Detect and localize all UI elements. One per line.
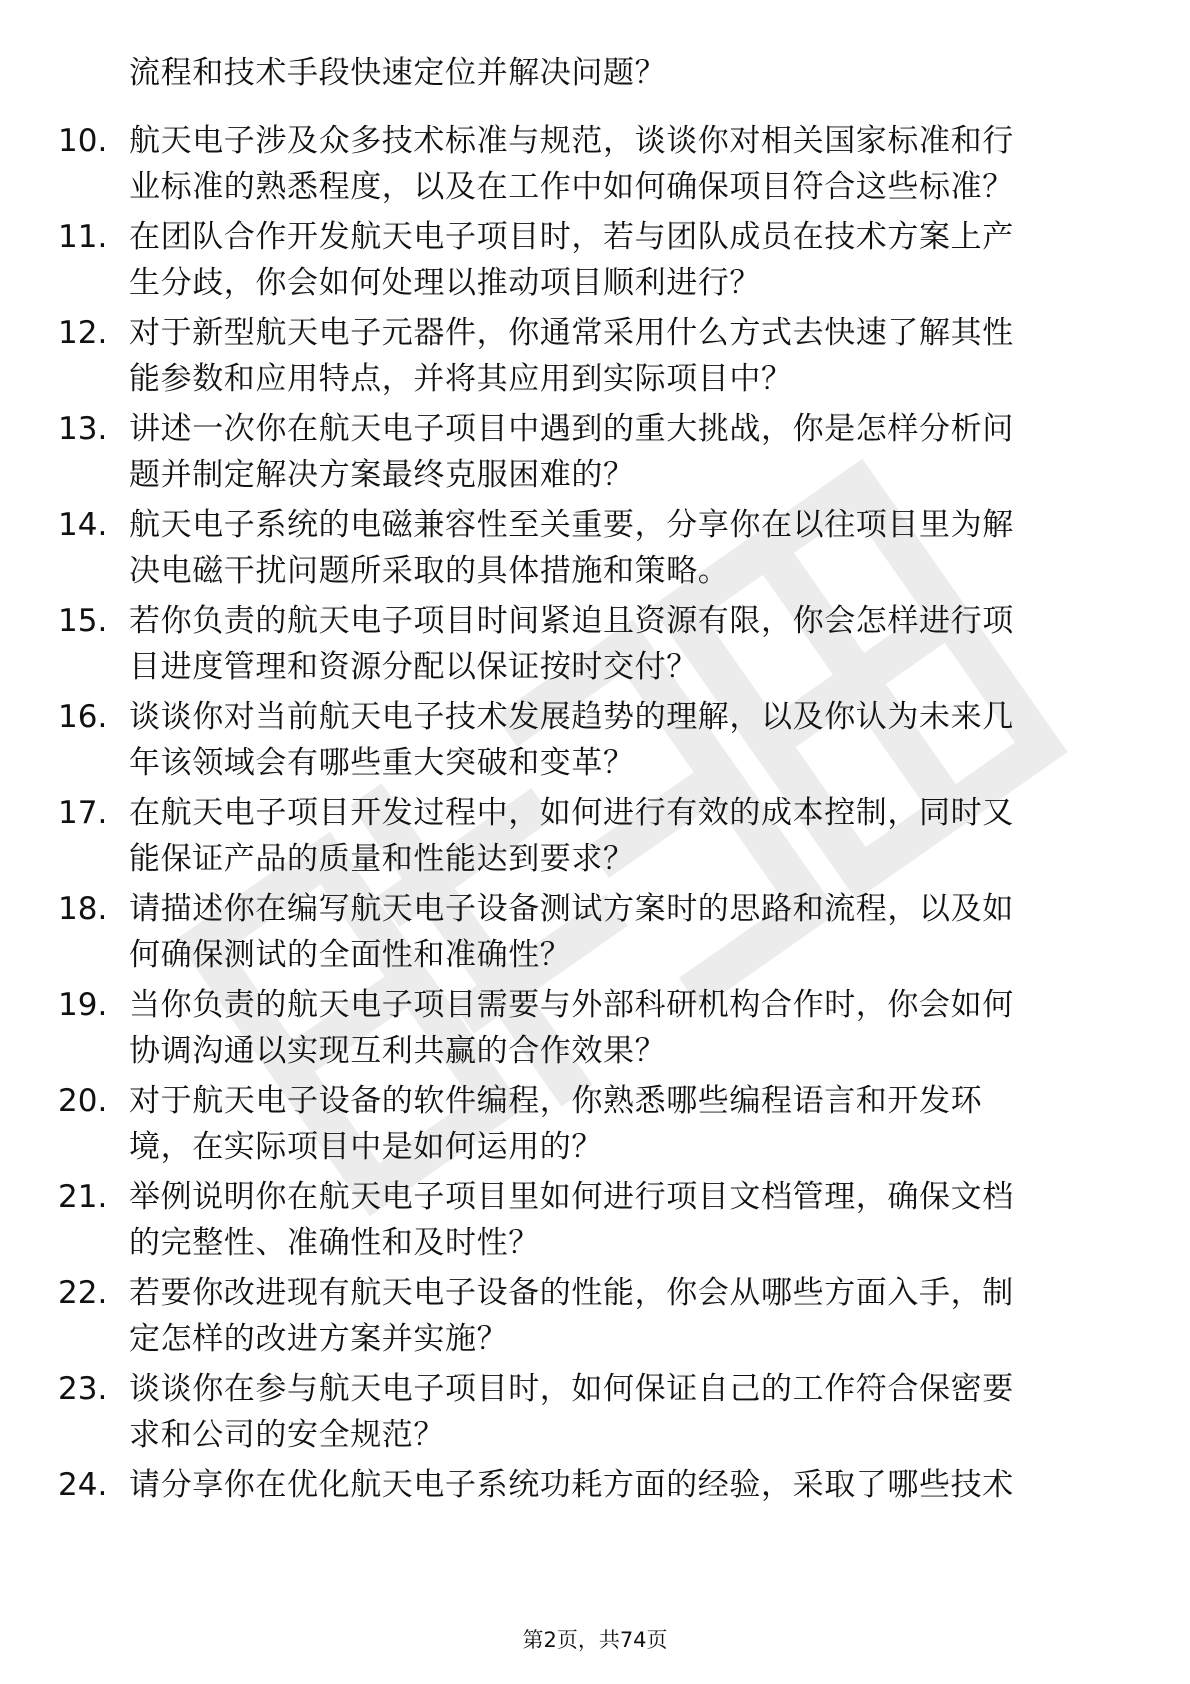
- question-line: 业标准的熟悉程度，以及在工作中如何确保项目符合这些标准？: [129, 169, 1014, 205]
- question-line: 航天电子系统的电磁兼容性至关重要，分享你在以往项目里为解: [129, 507, 1014, 543]
- question-text: [129, 310, 1129, 402]
- list-item: [0, 598, 1190, 694]
- list-item: [0, 1366, 1190, 1462]
- question-line: 目进度管理和资源分配以保证按时交付？: [129, 649, 698, 685]
- question-number: 24.: [58, 1467, 108, 1503]
- question-line: 能参数和应用特点，并将其应用到实际项目中？: [129, 361, 793, 397]
- question-line: 的完整性、准确性和及时性？: [129, 1225, 540, 1261]
- question-number: 19.: [58, 987, 108, 1023]
- question-text: [129, 502, 1129, 594]
- question-line: 当你负责的航天电子项目需要与外部科研机构合作时，你会如何: [129, 987, 1014, 1023]
- list-item: [0, 694, 1190, 790]
- question-line: 在团队合作开发航天电子项目时，若与团队成员在技术方案上产: [129, 219, 1014, 255]
- question-line: 生分歧，你会如何处理以推动项目顺利进行？: [129, 265, 761, 301]
- list-item: [0, 310, 1190, 406]
- question-number: 14.: [58, 507, 108, 543]
- question-list: [0, 118, 1190, 1558]
- question-line: 航天电子涉及众多技术标准与规范，谈谈你对相关国家标准和行: [129, 123, 1014, 159]
- question-line: 何确保测试的全面性和准确性？: [129, 937, 572, 973]
- question-line: 讲述一次你在航天电子项目中遇到的重大挑战，你是怎样分析问: [129, 411, 1014, 447]
- question-text: [129, 1462, 1129, 1508]
- question-text: [129, 1366, 1129, 1458]
- question-text: [129, 598, 1129, 690]
- question-line: 能保证产品的质量和性能达到要求？: [129, 841, 635, 877]
- question-text: [129, 1078, 1129, 1170]
- page-number-footer: 第2页，共74页: [522, 1628, 668, 1652]
- question-number: 23.: [58, 1371, 108, 1407]
- list-item: [0, 886, 1190, 982]
- question-number: 13.: [58, 411, 108, 447]
- question-text: [129, 118, 1129, 210]
- question-line: 题并制定解决方案最终克服困难的？: [129, 457, 635, 493]
- question-line: 在航天电子项目开发过程中，如何进行有效的成本控制，同时又: [129, 795, 1014, 831]
- question-line: 若要你改进现有航天电子设备的性能，你会从哪些方面入手，制: [129, 1275, 1014, 1311]
- question-number: 16.: [58, 699, 108, 735]
- question-text: [129, 406, 1129, 498]
- list-item: [0, 406, 1190, 502]
- question-number: 20.: [58, 1083, 108, 1119]
- question-line: 境，在实际项目中是如何运用的？: [129, 1129, 603, 1165]
- question-line: 请描述你在编写航天电子设备测试方案时的思路和流程，以及如: [129, 891, 1014, 927]
- question-number: 18.: [58, 891, 108, 927]
- question-line: 若你负责的航天电子项目时间紧迫且资源有限，你会怎样进行项: [129, 603, 1014, 639]
- list-item: [0, 118, 1190, 214]
- question-line: 请分享你在优化航天电子系统功耗方面的经验，采取了哪些技术: [129, 1467, 1014, 1503]
- question-number: 11.: [58, 219, 108, 255]
- question-line: 决电磁干扰问题所采取的具体措施和策略。: [129, 553, 730, 589]
- list-item: [0, 214, 1190, 310]
- list-item: [0, 502, 1190, 598]
- question-line: 年该领域会有哪些重大突破和变革？: [129, 745, 635, 781]
- question-line: 定怎样的改进方案并实施？: [129, 1321, 509, 1357]
- question-text: [129, 694, 1129, 786]
- list-item: [0, 1462, 1190, 1558]
- question-number: 21.: [58, 1179, 108, 1215]
- question-text: [129, 886, 1129, 978]
- question-line: 协调沟通以实现互利共赢的合作效果？: [129, 1033, 667, 1069]
- list-item: [0, 982, 1190, 1078]
- list-item: [0, 1174, 1190, 1270]
- question-text: [129, 790, 1129, 882]
- question-line: 谈谈你对当前航天电子技术发展趋势的理解，以及你认为未来几: [129, 699, 1014, 735]
- question-line: 求和公司的安全规范？: [129, 1417, 445, 1453]
- question-number: 22.: [58, 1275, 108, 1311]
- question-number: 10.: [58, 123, 108, 159]
- list-item: [0, 1078, 1190, 1174]
- question-line: 谈谈你在参与航天电子项目时，如何保证自己的工作符合保密要: [129, 1371, 1014, 1407]
- question-number: 12.: [58, 315, 108, 351]
- list-item: [0, 1270, 1190, 1366]
- question-line: 对于航天电子设备的软件编程，你熟悉哪些编程语言和开发环: [129, 1083, 983, 1119]
- list-item: [0, 790, 1190, 886]
- question-number: 15.: [58, 603, 108, 639]
- question-number: 17.: [58, 795, 108, 831]
- question-text: [129, 214, 1129, 306]
- question-line: 对于新型航天电子元器件，你通常采用什么方式去快速了解其性: [129, 315, 1014, 351]
- question-text: [129, 1270, 1129, 1362]
- question-text: [129, 1174, 1129, 1266]
- continued-question-text: 流程和技术手段快速定位并解决问题？: [129, 55, 667, 91]
- question-text: [129, 982, 1129, 1074]
- question-line: 举例说明你在航天电子项目里如何进行项目文档管理，确保文档: [129, 1179, 1014, 1215]
